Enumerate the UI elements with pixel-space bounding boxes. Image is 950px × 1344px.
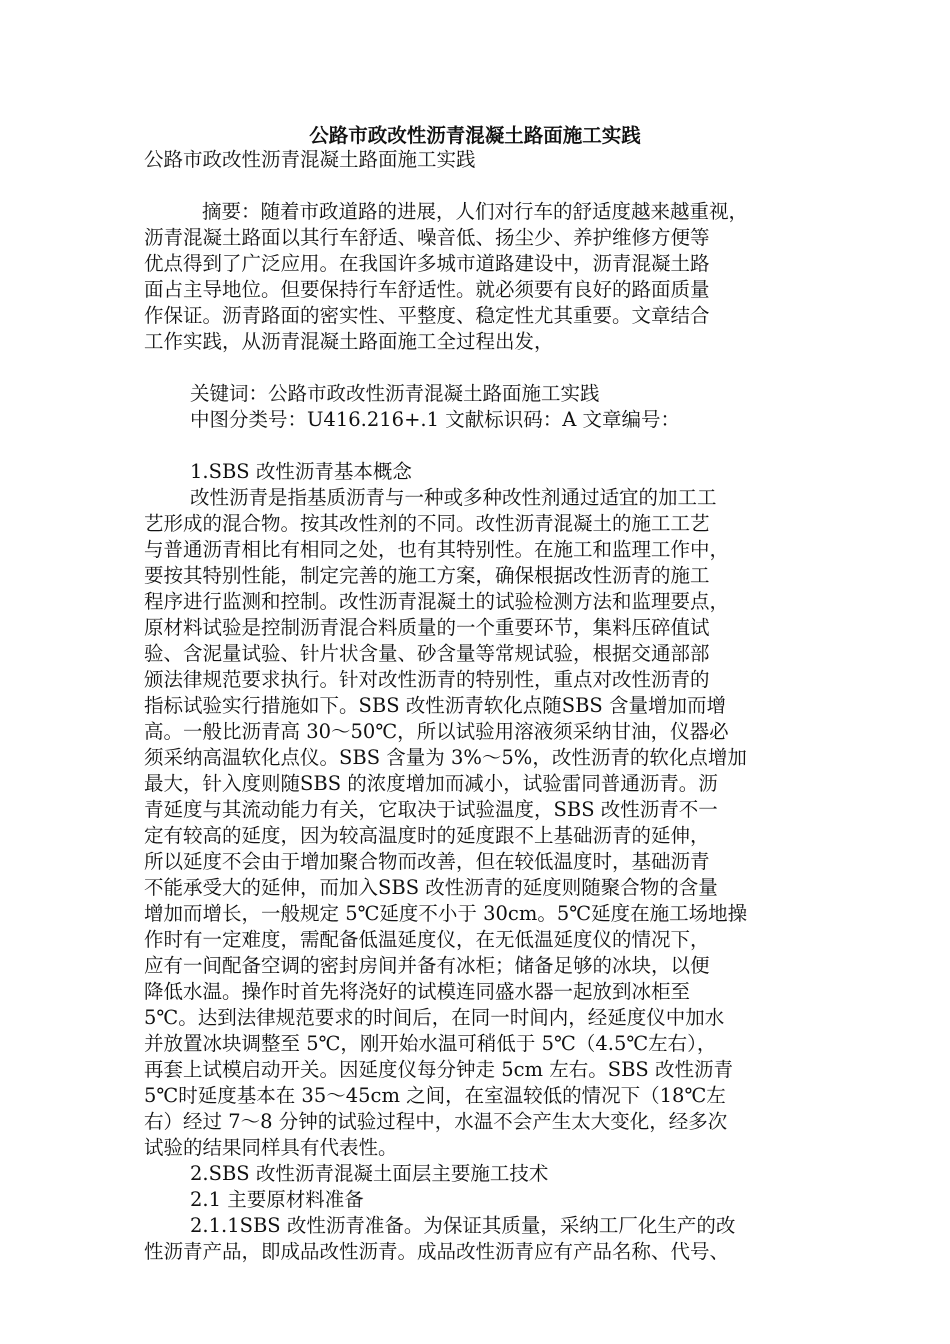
spacer bbox=[144, 433, 804, 459]
paragraph-line: 高。一般比沥青高 30～50℃，所以试验用溶液须采纳甘油，仪器必 bbox=[144, 720, 729, 743]
paragraph-line: 5℃时延度基本在 35～45cm 之间，在室温较低的情况下（18℃左 bbox=[144, 1084, 726, 1107]
paragraph-line: 与普通沥青相比有相同之处，也有其特别性。在施工和监理工作中， bbox=[144, 538, 730, 561]
paragraph-line: 右）经过 7～8 分钟的试验过程中，水温不会产生太大变化，经多次 bbox=[144, 1110, 728, 1133]
paragraph-line: 改性沥青是指基质沥青与一种或多种改性剂通过适宜的加工工 bbox=[190, 486, 717, 509]
abstract-paragraph bbox=[144, 199, 804, 355]
paragraph-line: 2.1.1SBS 改性沥青准备。为保证其质量，采纳工厂化生产的改 bbox=[190, 1214, 736, 1237]
paragraph-line: 作时有一定难度，需配备低温延度仪，在无低温延度仪的情况下， bbox=[144, 928, 710, 951]
abstract-line: 沥青混凝土路面以其行车舒适、噪音低、扬尘少、养护维修方便等 bbox=[144, 226, 710, 249]
paragraph-line: 不能承受大的延伸，而加入SBS 改性沥青的延度则随聚合物的含量 bbox=[144, 876, 718, 899]
spacer bbox=[144, 355, 804, 381]
paragraph-line: 颁法律规范要求执行。针对改性沥青的特别性，重点对改性沥青的 bbox=[144, 668, 710, 691]
paragraph-line: 增加而增长，一般规定 5℃延度不小于 30cm。5℃延度在施工场地操 bbox=[144, 902, 748, 925]
paragraph-line: 所以延度不会由于增加聚合物而改善，但在较低温度时，基础沥青 bbox=[144, 850, 710, 873]
paragraph-line: 5℃。达到法律规范要求的时间后，在同一时间内，经延度仪中加水 bbox=[144, 1006, 725, 1029]
subsection-heading: 2.1 主要原材料准备 bbox=[190, 1188, 364, 1211]
abstract-line: 面占主导地位。但要保持行车舒适性。就必须要有良好的路面质量 bbox=[144, 278, 710, 301]
abstract-line: 作保证。沥青路面的密实性、平整度、稳定性尤其重要。文章结合 bbox=[144, 304, 710, 327]
paragraph-line: 性沥青产品，即成品改性沥青。成品改性沥青应有产品名称、代号、 bbox=[144, 1240, 730, 1263]
paragraph-line: 最大，针入度则随SBS 的浓度增加而减小，试验雷同普通沥青。沥 bbox=[144, 772, 718, 795]
paragraph-line: 要按其特别性能，制定完善的施工方案，确保根据改性沥青的施工 bbox=[144, 564, 710, 587]
document-subtitle: 公路市政改性沥青混凝土路面施工实践 bbox=[144, 148, 476, 171]
paragraph-line: 再套上试模启动开关。因延度仪每分钟走 5cm 左右。SBS 改性沥青 bbox=[144, 1058, 733, 1081]
paragraph-line: 验、含泥量试验、针片状含量、砂含量等常规试验，根据交通部部 bbox=[144, 642, 710, 665]
paragraph-line: 试验的结果同样具有代表性。 bbox=[144, 1136, 398, 1159]
document-title: 公路市政改性沥青混凝土路面施工实践 bbox=[309, 124, 641, 147]
section1-paragraph bbox=[144, 485, 804, 1161]
section211-paragraph bbox=[144, 1213, 804, 1265]
document-body bbox=[144, 147, 804, 1265]
section-heading: 1.SBS 改性沥青基本概念 bbox=[190, 460, 412, 483]
abstract-line: 摘要：随着市政道路的进展，人们对行车的舒适度越来越重视， bbox=[202, 200, 749, 223]
spacer bbox=[144, 173, 804, 199]
abstract-line: 工作实践，从沥青混凝土路面施工全过程出发， bbox=[144, 330, 554, 353]
abstract-line: 优点得到了广泛应用。在我国许多城市道路建设中，沥青混凝土路 bbox=[144, 252, 710, 275]
paragraph-line: 指标试验实行措施如下。SBS 改性沥青软化点随SBS 含量增加而增 bbox=[144, 694, 726, 717]
paragraph-line: 并放置冰块调整至 5℃，刚开始水温可稍低于 5℃（4.5℃左右）， bbox=[144, 1032, 717, 1055]
paragraph-line: 原材料试验是控制沥青混合料质量的一个重要环节，集料压碎值试 bbox=[144, 616, 710, 639]
keywords-line: 关键词：公路市政改性沥青混凝土路面施工实践 bbox=[190, 382, 600, 405]
paragraph-line: 须采纳高温软化点仪。SBS 含量为 3%～5%，改性沥青的软化点增加 bbox=[144, 746, 747, 769]
paragraph-line: 定有较高的延度，因为较高温度时的延度跟不上基础沥青的延伸， bbox=[144, 824, 710, 847]
section-heading: 2.SBS 改性沥青混凝土面层主要施工技术 bbox=[190, 1162, 549, 1185]
paragraph-line: 青延度与其流动能力有关，它取决于试验温度，SBS 改性沥青不一 bbox=[144, 798, 718, 821]
paragraph-line: 应有一间配备空调的密封房间并备有冰柜；储备足够的冰块，以便 bbox=[144, 954, 710, 977]
paragraph-line: 艺形成的混合物。按其改性剂的不同。改性沥青混凝土的施工工艺 bbox=[144, 512, 710, 535]
paragraph-line: 降低水温。操作时首先将浇好的试模连同盛水器一起放到冰柜至 bbox=[144, 980, 691, 1003]
classification-line: 中图分类号：U416.216+.1 文献标识码：A 文章编号： bbox=[190, 408, 680, 431]
paragraph-line: 程序进行监测和控制。改性沥青混凝土的试验检测方法和监理要点， bbox=[144, 590, 730, 613]
